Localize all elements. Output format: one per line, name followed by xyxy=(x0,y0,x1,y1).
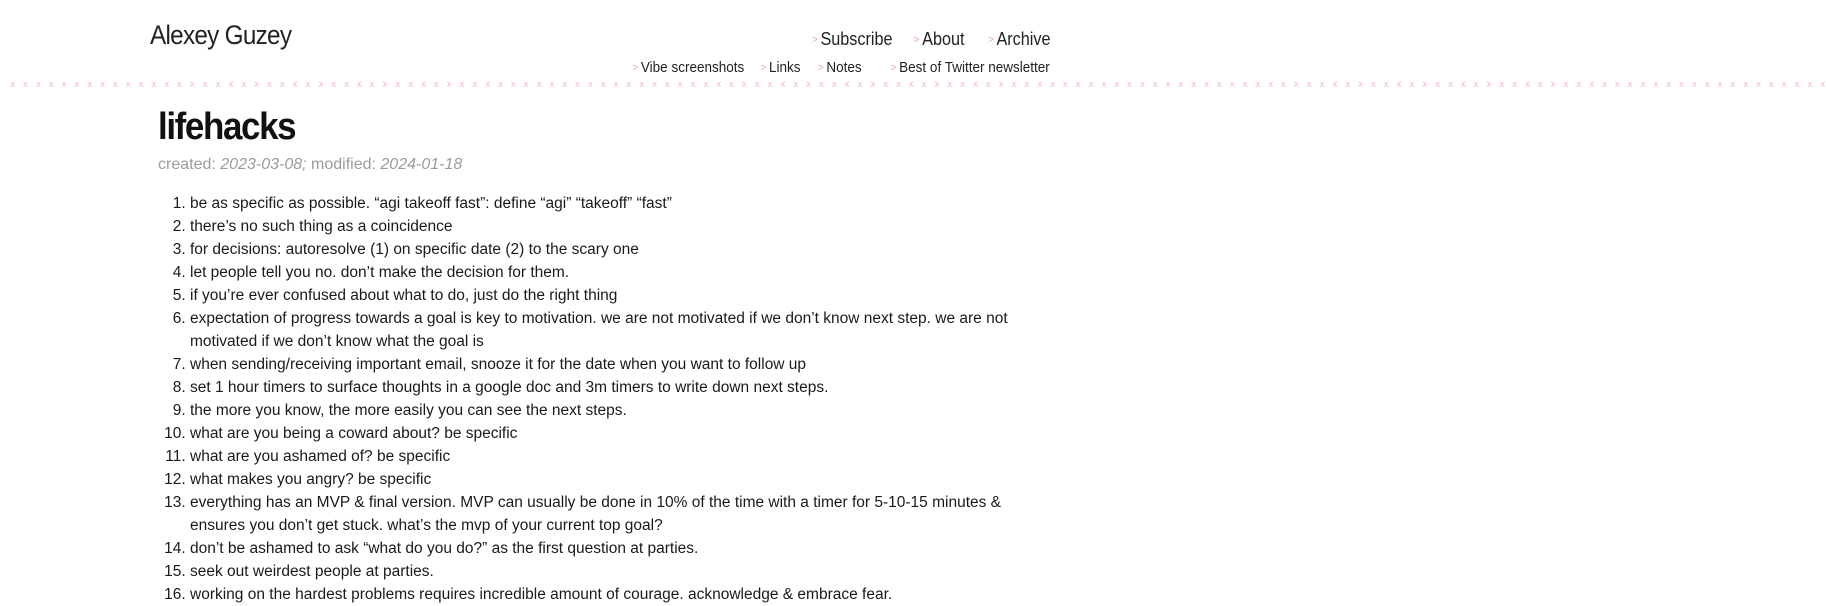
chevron-right-icon: > xyxy=(811,33,818,46)
nav-subscribe-label: Subscribe xyxy=(820,29,893,49)
chevron-right-icon: > xyxy=(632,61,639,74)
nav-best-of-twitter-link[interactable] xyxy=(891,59,1050,76)
post-content xyxy=(158,104,1038,606)
nav-notes-link[interactable] xyxy=(818,59,862,76)
list-item: 1. be as specific as possible. “agi takeoff fast”: define “agi” “takeoff” “fast” xyxy=(190,192,1038,215)
list-item: 8. set 1 hour timers to surface thoughts in a google doc and 3m timers to write down next steps. xyxy=(190,376,1038,399)
modified-date: 2024-01-18 xyxy=(380,156,463,173)
list-item: 15. seek out weirdest people at parties. xyxy=(190,560,1038,583)
list-item: 13. everything has an MVP & final version. MVP can usually be done in 10% of the time with a timer for 5-10-15 minutes & ensures you don’t get stuck. what’s the mvp of your current top goal? xyxy=(190,491,1038,537)
list-item: 4. let people tell you no. don’t make the decision for them. xyxy=(190,261,1038,284)
site-title-link[interactable]: Alexey Guzey xyxy=(150,20,292,50)
primary-nav xyxy=(809,29,1050,50)
list-item: 14. don’t be ashamed to ask “what do you do?” as the first question at parties. xyxy=(190,537,1038,560)
nav-archive-label: Archive xyxy=(995,29,1050,49)
chevron-right-icon: > xyxy=(890,61,897,74)
lifehacks-list xyxy=(158,192,1038,606)
secondary-nav xyxy=(628,59,1050,76)
nav-notes-label: Notes xyxy=(825,59,862,76)
list-item: 2. there’s no such thing as a coincidence xyxy=(190,215,1038,238)
created-date: 2023-03-08; xyxy=(220,156,307,173)
list-item: 11. what are you ashamed of? be specific xyxy=(190,445,1038,468)
nav-vibe-screenshots-label: Vibe screenshots xyxy=(640,59,745,76)
chevron-right-icon: > xyxy=(987,33,994,46)
created-label: created: xyxy=(158,156,216,173)
post-meta xyxy=(158,156,1038,174)
list-item: 3. for decisions: autoresolve (1) on specific date (2) to the scary one xyxy=(190,238,1038,261)
page-title: lifehacks xyxy=(158,106,296,148)
list-item: 16. working on the hardest problems requires incredible amount of courage. acknowledge & embrace fear. xyxy=(190,583,1038,606)
list-item: 6. expectation of progress towards a goal is key to motivation. we are not motivated if we don’t know next step. we are not motivated if we don’t know what the goal is xyxy=(190,307,1038,353)
nav-about-link[interactable] xyxy=(914,29,965,50)
chevron-right-icon: > xyxy=(817,61,824,74)
modified-label: modified: xyxy=(311,156,376,173)
chevron-right-icon: > xyxy=(760,61,767,74)
list-item: 7. when sending/receiving important email, snooze it for the date when you want to follow up xyxy=(190,353,1038,376)
nav-subscribe-link[interactable] xyxy=(812,29,893,50)
nav-about-label: About xyxy=(922,29,965,49)
nav-vibe-screenshots-link[interactable] xyxy=(632,59,744,76)
list-item: 12. what makes you angry? be specific xyxy=(190,468,1038,491)
list-item: 10. what are you being a coward about? be specific xyxy=(190,422,1038,445)
site-header xyxy=(0,0,1826,92)
list-item: 9. the more you know, the more easily you can see the next steps. xyxy=(190,399,1038,422)
nav-links-link[interactable] xyxy=(761,59,801,76)
nav-links-label: Links xyxy=(769,59,801,76)
decorative-divider: x x x x x x x x x x x x x x x x x x x x x x x x x x x x x x x x x x x x x x x x x x x x x x x x x x x x x x x x x x x x x x x x x x x x x x x x x x x x x x x x x x x x x x x x x x x x x x x x x x x x x x x x x x x x x x x x x x x x x x x x x x x x x x x x x x x x x x x x x x x x x x xyxy=(10,80,1826,90)
chevron-right-icon: > xyxy=(913,33,920,46)
list-item: 5. if you’re ever confused about what to do, just do the right thing xyxy=(190,284,1038,307)
nav-archive-link[interactable] xyxy=(987,29,1050,50)
nav-best-of-twitter-label: Best of Twitter newsletter xyxy=(899,59,1050,76)
